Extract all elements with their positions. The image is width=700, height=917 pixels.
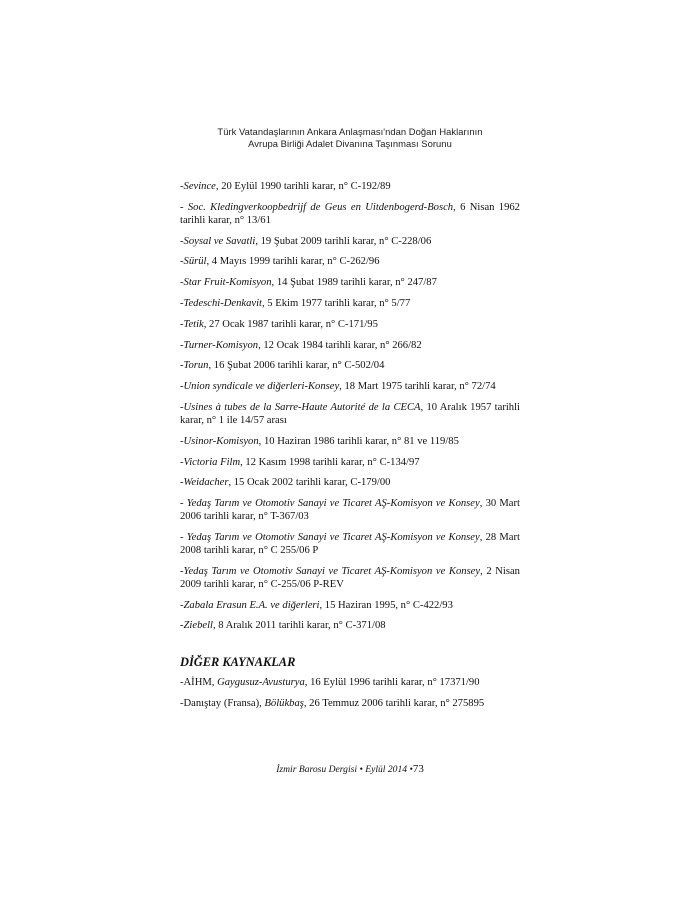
case-citation: , 26 Temmuz 2006 tarihli karar, n° 275895 (303, 698, 485, 710)
reference-prefix: - (180, 256, 184, 268)
reference-prefix: - (180, 477, 184, 489)
case-citation: , 30 Mart 2006 tarihli karar, n° T-367/03 (180, 498, 520, 523)
case-citation: , 27 Ocak 1987 tarihli karar, n° C-171/95 (203, 318, 378, 330)
reference-prefix: - (180, 531, 187, 543)
case-citation: , 15 Haziran 1995, n° C-422/93 (319, 599, 453, 611)
reference-entry (180, 497, 520, 523)
case-citation: , 12 Ocak 1984 tarihli karar, n° 266/82 (258, 339, 422, 351)
reference-entry (180, 401, 520, 427)
case-name: Yedaş Tarım ve Otomotiv Sanayi ve Ticaret AŞ-Komisyon ve Konsey (186, 498, 480, 510)
reference-prefix: - (180, 498, 187, 510)
reference-prefix: - (180, 381, 184, 393)
case-name: Sevince (183, 181, 216, 192)
case-citation: , 19 Şubat 2009 tarihli karar, n° C-228/06 (255, 235, 432, 247)
reference-prefix: - (180, 456, 184, 468)
case-name: Zabala Erasun E.A. ve diğerleri (183, 599, 320, 611)
case-name: Bölükbaş (264, 698, 304, 710)
case-name: Gaygusuz-Avusturya (217, 677, 305, 689)
case-citation: , 10 Aralık 1957 tarihli karar, n° 1 ile 14/57 arası (180, 401, 520, 426)
case-name: Weidacher (183, 477, 229, 489)
case-citation: , 12 Kasım 1998 tarihli karar, n° C-134/97 (240, 456, 420, 468)
reference-entry (180, 180, 520, 193)
case-name: Turner-Komisyon (183, 339, 259, 351)
reference-entry (180, 676, 520, 689)
reference-prefix: - (180, 181, 184, 192)
footer-separator: • (409, 764, 413, 775)
journal-date: Eylül 2014 (365, 764, 408, 775)
section-heading-other-sources: DİĞER KAYNAKLAR (180, 655, 296, 670)
reference-entry (180, 318, 520, 331)
page-footer (0, 763, 700, 775)
reference-entry (180, 531, 520, 557)
reference-prefix: - (180, 277, 184, 289)
case-citation: , 18 Mart 1975 tarihli karar, n° 72/74 (339, 381, 496, 393)
case-citation: , 2 Nisan 2009 tarihli karar, n° C-255/06 P-REV (180, 565, 520, 590)
reference-prefix: - (180, 339, 184, 351)
reference-prefix: - (180, 360, 184, 372)
reference-prefix: - (180, 620, 184, 632)
reference-prefix: - (180, 318, 184, 330)
reference-entry (180, 456, 520, 469)
running-header-line-2: Avrupa Birliği Adalet Divanına Taşınması Sorunu (248, 138, 452, 149)
reference-prefix: - (180, 201, 188, 213)
case-name: Yedaş Tarım ve Otomotiv Sanayi ve Ticaret AŞ-Komisyon ve Konsey (183, 565, 481, 577)
reference-entry (180, 565, 520, 591)
reference-prefix: - (180, 235, 184, 247)
case-citation: , 28 Mart 2008 tarihli karar, n° C 255/06 P (180, 531, 520, 556)
running-header-line-1: Türk Vatandaşlarının Ankara Anlaşması'ndan Doğan Haklarının (217, 126, 483, 137)
reference-prefix: -AİHM, (180, 677, 218, 689)
case-citation: , 5 Ekim 1977 tarihli karar, n° 5/77 (261, 297, 411, 309)
footer-separator: • (359, 764, 363, 775)
case-citation: , 16 Eylül 1996 tarihli karar, n° 17371/90 (304, 677, 480, 689)
case-citation: , 4 Mayıs 1999 tarihli karar, n° C-262/96 (206, 256, 380, 268)
case-name: Sürül (183, 256, 207, 268)
reference-list (180, 180, 520, 718)
case-name: Usines à tubes de la Sarre-Haute Autorité de la CECA (183, 401, 421, 413)
reference-entry (180, 201, 520, 227)
case-name: Tedeschi-Denkavit (183, 297, 262, 309)
running-header (0, 126, 700, 150)
case-name: Union syndicale ve diğerleri-Konsey (183, 381, 340, 393)
case-name: Yedaş Tarım ve Otomotiv Sanayi ve Ticaret AŞ-Komisyon ve Konsey (186, 531, 480, 543)
case-name: Torun (183, 360, 209, 372)
case-citation: , 16 Şubat 2006 tarihli karar, n° C-502/04 (208, 360, 385, 372)
reference-entry (180, 276, 520, 289)
reference-prefix: - (180, 297, 184, 309)
journal-name: İzmir Barosu Dergisi (276, 764, 358, 775)
page-number: 73 (412, 763, 424, 775)
reference-entry (180, 339, 520, 352)
case-name: Victoria Film (183, 456, 241, 468)
case-citation: , 14 Şubat 1989 tarihli karar, n° 247/87 (271, 277, 437, 289)
case-name: Star Fruit-Komisyon (183, 277, 272, 289)
case-citation: , 10 Haziran 1986 tarihli karar, n° 81 ve 119/85 (258, 435, 459, 447)
reference-entry (180, 476, 520, 489)
reference-prefix: - (180, 599, 184, 611)
reference-entry (180, 235, 520, 248)
reference-entry (180, 255, 520, 268)
case-name: Usinor-Komisyon (183, 435, 259, 447)
case-citation: , 6 Nisan 1962 tarihli karar, n° 13/61 (180, 201, 520, 226)
reference-entry (180, 435, 520, 448)
reference-entry (180, 697, 520, 710)
reference-entry (180, 380, 520, 393)
reference-prefix: - (180, 565, 184, 577)
reference-prefix: -Danıştay (Fransa), (180, 698, 265, 710)
case-name: Soysal ve Savatli (183, 235, 256, 247)
reference-entry (180, 599, 520, 612)
case-citation: , 20 Eylül 1990 tarihli karar, n° C-192/89 (215, 181, 391, 192)
case-name: Soc. Kledingverkoopbedrijf de Geus en Uitdenbogerd-Bosch (187, 201, 454, 213)
reference-entry (180, 359, 520, 372)
case-name: Ziebell (183, 620, 213, 632)
case-name: Tetik (183, 318, 204, 330)
reference-entry (180, 297, 520, 310)
case-citation: , 8 Aralık 2011 tarihli karar, n° C-371/08 (212, 620, 386, 632)
reference-prefix: - (180, 401, 184, 413)
reference-entry (180, 619, 520, 632)
reference-prefix: - (180, 435, 184, 447)
case-citation: , 15 Ocak 2002 tarihli karar, C-179/00 (228, 477, 391, 489)
